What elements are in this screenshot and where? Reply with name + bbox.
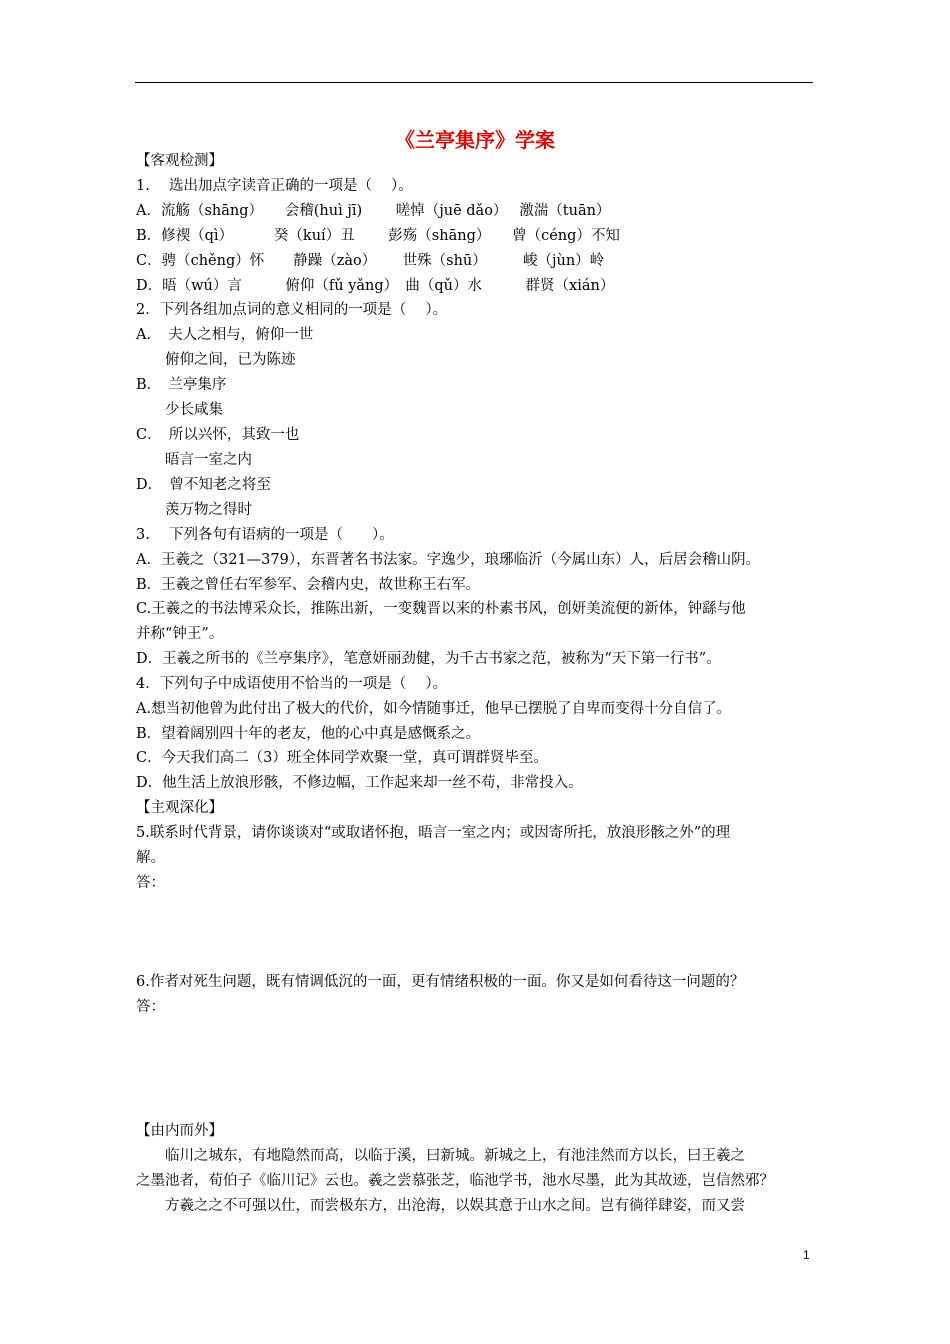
q3-option-c-line2: 并称“钟王”。 bbox=[136, 626, 224, 642]
page-number: 1 bbox=[803, 1248, 810, 1262]
section-subjective: 【主观深化】 bbox=[136, 800, 223, 816]
q6-answer-label: 答： bbox=[136, 999, 165, 1015]
q4-option-d: D．他生活上放浪形骸，不修边幅，工作起来却一丝不苟，非常投入。 bbox=[136, 775, 583, 791]
q5-stem-line2: 解。 bbox=[136, 850, 165, 866]
q2-option-a-line1: A． 夫人之相与，俯仰一世 bbox=[136, 327, 314, 343]
q2-option-a-line2: 俯仰之间，已为陈迹 bbox=[136, 352, 296, 368]
q2-option-b-line2: 少长咸集 bbox=[136, 402, 223, 418]
q2-option-d-line2: 羡万物之得时 bbox=[136, 502, 252, 518]
q2-option-b-line1: B． 兰亭集序 bbox=[136, 377, 227, 393]
q2-stem: 2．下列各组加点词的意义相同的一项是（ ）。 bbox=[136, 302, 448, 318]
section-extension: 【由内而外】 bbox=[136, 1123, 223, 1139]
passage-line-1: 临川之城东，有地隐然而高，以临于溪，曰新城。新城之上，有池洼然而方以长，曰王羲之 bbox=[136, 1148, 745, 1164]
page-title: 《兰亭集序》学案 bbox=[395, 128, 555, 152]
q4-option-b: B．望着阔别四十年的老友，他的心中真是感慨系之。 bbox=[136, 726, 481, 742]
q4-stem: 4．下列句子中成语使用不恰当的一项是（ ）。 bbox=[136, 676, 448, 692]
q3-stem: 3. 下列各句有语病的一项是（ ）。 bbox=[136, 527, 394, 543]
q3-option-b: B．王羲之曾任右军参军、会稽内史，故世称王右军。 bbox=[136, 577, 481, 593]
q2-option-c-line1: C． 所以兴怀，其致一也 bbox=[136, 427, 300, 443]
section-objective: 【客观检测】 bbox=[136, 153, 223, 169]
q4-option-a: A.想当初他曾为此付出了极大的代价，如今情随事迁，他早已摆脱了自卑而变得十分自信了。 bbox=[136, 701, 732, 717]
q1-option-b: B．修禊（qì） 癸（kuí）丑 彭殇（shāng） 曾（céng）不知 bbox=[136, 228, 620, 244]
q3-option-a: A．王羲之（321—379），东晋著名书法家。字逸少，琅琊临沂（今属山东）人，后居会稽山阴。 bbox=[136, 552, 761, 568]
q3-option-c-line1: C.王羲之的书法博采众长，推陈出新，一变魏晋以来的朴素书风，创妍美流便的新体，钟繇与他 bbox=[136, 601, 746, 617]
q5-stem-line1: 5.联系时代背景，请你谈谈对“或取诸怀抱，晤言一室之内；或因寄所托，放浪形骸之外”的理 bbox=[136, 825, 731, 841]
q3-option-d: D．王羲之所书的《兰亭集序》，笔意妍丽劲健，为千古书家之范，被称为“天下第一行书”。 bbox=[136, 651, 721, 667]
passage-line-3: 方羲之之不可强以仕，而尝极东方，出沧海，以娱其意于山水之间。岂有徜徉肆姿，而又尝 bbox=[136, 1198, 745, 1214]
q5-answer-label: 答： bbox=[136, 875, 165, 891]
header-rule bbox=[135, 82, 813, 83]
q6-stem: 6.作者对死生问题，既有情调低沉的一面，更有情绪积极的一面。你又是如何看待这一问题的？ bbox=[136, 974, 745, 990]
q1-option-a: A．流觞（shāng） 会稽(huì jī) 嗟悼（juē dǎo） 激湍（tuān） bbox=[136, 203, 611, 219]
q1-option-d: D．晤（wú）言 俯仰（fǔ yǎng） 曲（qǔ）水 群贤（xián） bbox=[136, 278, 615, 294]
q1-option-c: C．骋（chěng）怀 静躁（zào） 世殊（shū） 峻（jùn）岭 bbox=[136, 253, 605, 269]
passage-line-2: 之墨池者，荀伯子《临川记》云也。羲之尝慕张芝，临池学书，池水尽墨，此为其故迹，岂信然邪？ bbox=[136, 1173, 774, 1189]
q4-option-c: C．今天我们高二（3）班全体同学欢聚一堂，真可谓群贤毕至。 bbox=[136, 750, 548, 766]
q2-option-c-line2: 晤言一室之内 bbox=[136, 452, 252, 468]
q1-stem: 1. 选出加点字读音正确的一项是（ ）。 bbox=[136, 178, 413, 194]
q2-option-d-line1: D． 曾不知老之将至 bbox=[136, 477, 271, 493]
